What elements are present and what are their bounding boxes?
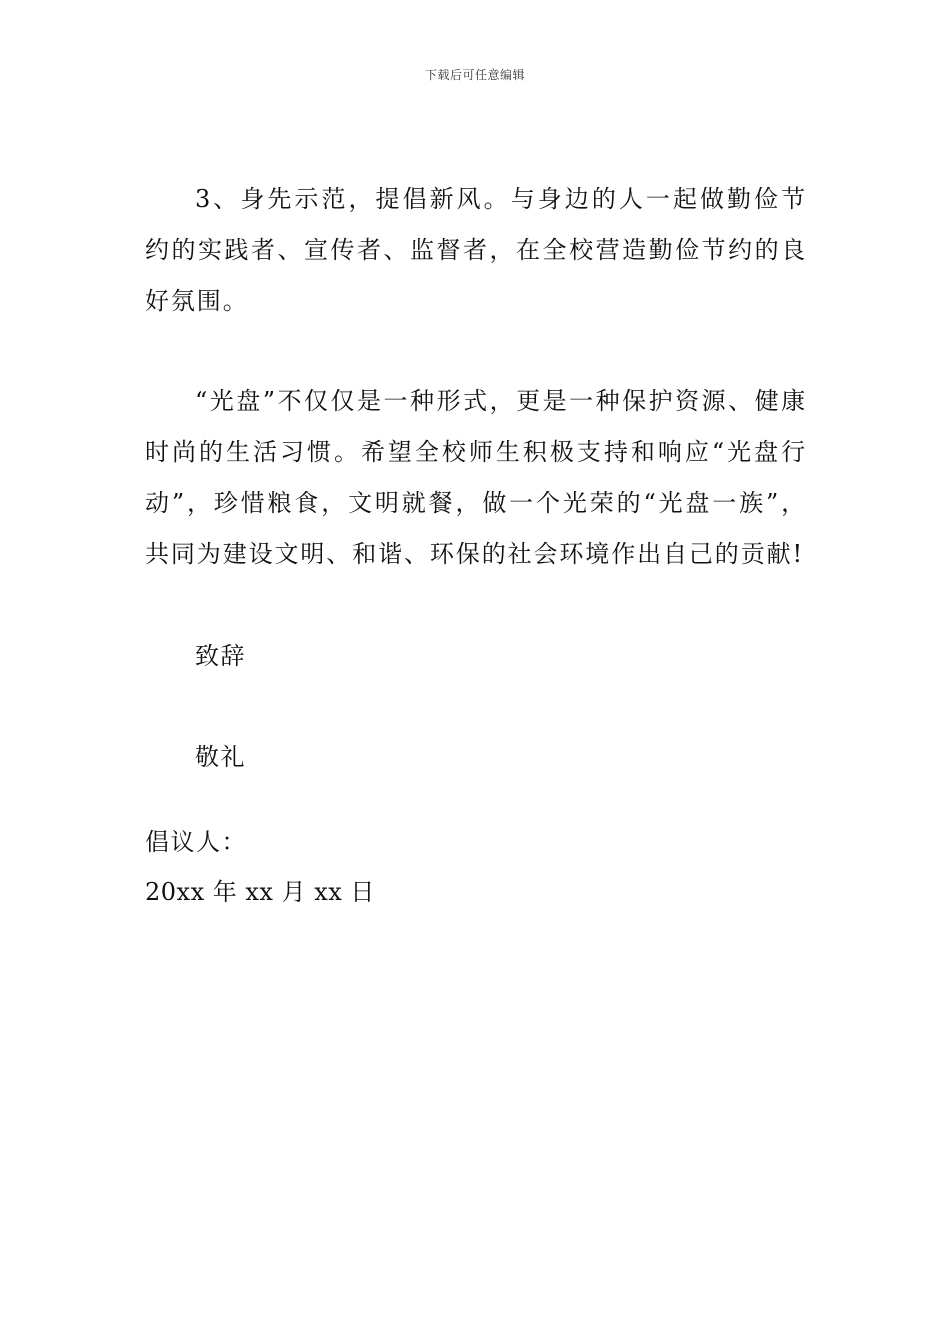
closing-greeting: 致辞: [195, 642, 246, 670]
document-date: 20xx 年 xx 月 xx 日: [145, 878, 375, 906]
proposer-label: 倡议人：: [145, 828, 247, 856]
header-note: 下载后可任意编辑: [424, 68, 525, 82]
closing-salute: 敬礼: [195, 743, 246, 771]
paragraph-clean-plate-campaign: “光盘”不仅仅是一种形式，更是一种保护资源、健康时尚的生活习惯。希望全校师生积极支持和响应“光盘行动”，珍惜粮食，文明就餐，做一个光荣的“光盘一族”，共同为建设文明、和谐、环保的社会环境作出自己的贡献!: [145, 387, 807, 568]
paragraph-lead-by-example: 3、身先示范，提倡新风。与身边的人一起做勤俭节约的实践者、宣传者、监督者，在全校营造勤俭节约的良好氛围。: [145, 185, 807, 315]
document-body: [145, 174, 807, 916]
